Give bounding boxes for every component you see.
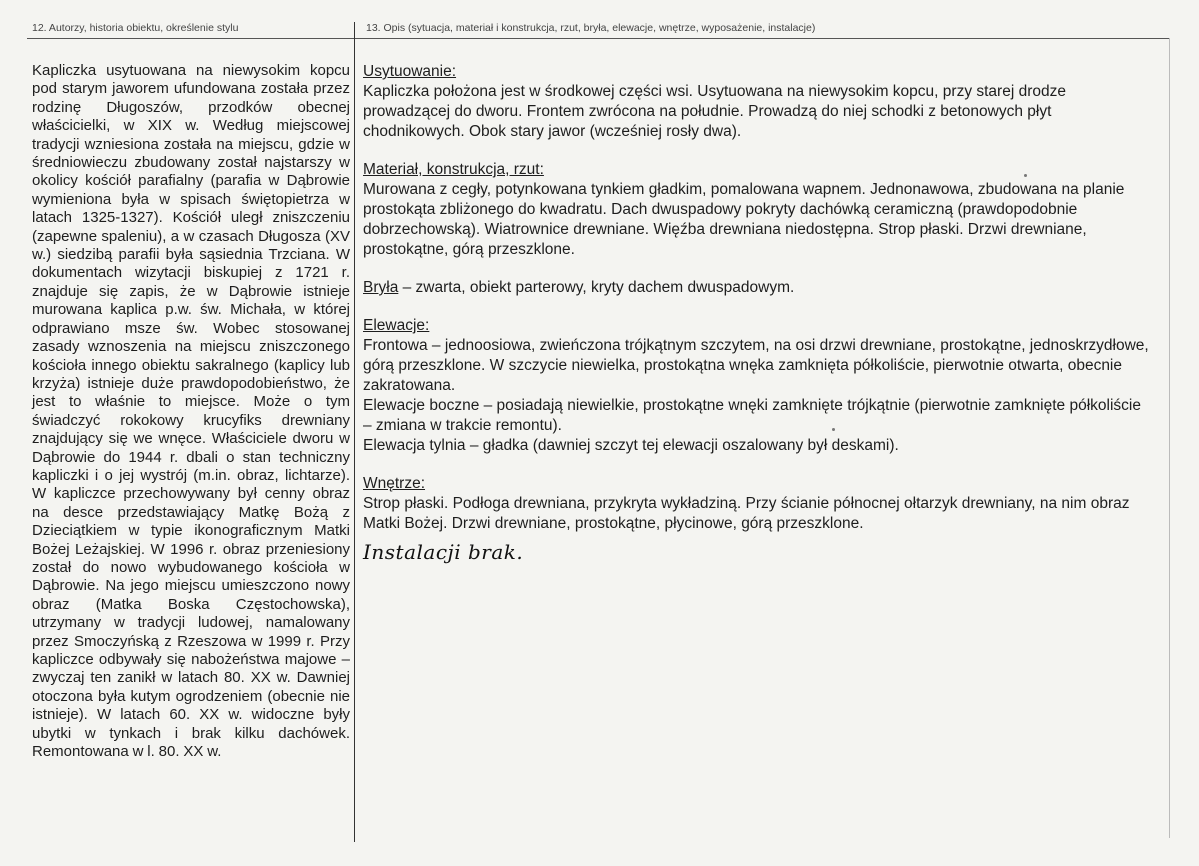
column-divider: [354, 22, 355, 842]
interior-text: Strop płaski. Podłoga drewniana, przykryta wykładziną. Przy ścianie północnej ołtarzyk drewniany, na nim obraz Matki Bożej. Drzwi drewniane, prostokątne, płycinowe, górą przeszklone.: [363, 495, 1130, 532]
elevations-section: [363, 316, 1153, 456]
elevation-rear-text: Elewacja tylnia – gładka (dawniej szczyt tej elewacji oszalowany był deskami).: [363, 437, 899, 454]
description-column: [363, 62, 1153, 562]
section-13-header: 13. Opis (sytuacja, materiał i konstrukcja, rzut, bryła, elewacje, wnętrze, wyposażenie, instalacje): [366, 22, 816, 34]
form-section: [363, 278, 1153, 298]
header-divider: [27, 38, 1169, 39]
form-title: Bryła: [363, 279, 399, 296]
material-section: [363, 160, 1153, 260]
elevations-title: Elewacje:: [363, 317, 430, 334]
scan-speck: [1024, 174, 1027, 177]
interior-title: Wnętrze:: [363, 475, 426, 492]
scan-speck: [832, 428, 835, 431]
interior-section: [363, 474, 1153, 534]
elevation-front-text: Frontowa – jednoosiowa, zwieńczona trójkątnym szczytem, na osi drzwi drewniane, prostokątne, jednoskrzydłowe, górą przeszklone. W szczycie niewielka, prostokątna wnęka zamknięta półkoliście, pierwotnie otwarta, obecnie zakratowana.: [363, 337, 1149, 394]
right-border: [1169, 38, 1170, 838]
situation-text: Kapliczka położona jest w środkowej części wsi. Usytuowana na niewysokim kopcu, przy starej drodze prowadzącej do dworu. Frontem zwrócona na południe. Prowadzą do niej schodki z betonowych płyt chodnikowych. Obok stary jawor (wcześniej rosły dwa).: [363, 83, 1066, 140]
material-text: Murowana z cegły, potynkowana tynkiem gładkim, pomalowana wapnem. Jednonawowa, zbudowana na planie prostokąta zbliżonego do kwadratu. Dach dwuspadowy pokryty dachówką ceramiczną (prawdopodobnie dobrzechowską). Wiatrownice drewniane. Więźba drewniana niedostępna. Strop płaski. Drzwi drewniane, prostokątne, górą przeszklone.: [363, 181, 1125, 258]
installations-handwritten-note: Instalacji brak.: [363, 540, 524, 564]
form-text: – zwarta, obiekt parterowy, kryty dachem dwuspadowym.: [398, 279, 795, 296]
elevation-side-text: Elewacje boczne – posiadają niewielkie, prostokątne wnęki zamknięte trójkątnie (pierwotnie zamknięte półkoliście – zmiana w trakcie remontu).: [363, 397, 1141, 434]
history-text: Kapliczka usytuowana na niewysokim kopcu pod starym jaworem ufundowana została przez rodzinę Długoszów, przodków obecnej właścicielki, w XIX w. Według miejscowej tradycji wzniesiona została na miejscu, gdzie w średniowieczu zbudowany został najstarszy w okolicy kościół parafialny (parafia w Dąbrowie wymieniona była w spisach świętopietrza w latach 1325-1327). Kościół uległ zniszczeniu (zapewne spaleniu), a w czasach Długosza (XV w.) siedzibą parafii była sąsiednia Trzciana. W dokumentach wizytacji biskupiej z 1721 r. znajduje się zapis, że w Dąbrowie istnieje murowana kaplica p.w. św. Michała, w której odprawiano msze św. Wobec stosowanej zasady wznoszenia na miejscu zniszczonego kościoła innego obiektu sakralnego (kaplicy lub krzyża) istnieje duże prawdopodobieństwo, że jest to właśnie to miejsce. Może o tym świadczyć rokokowy krucyfiks drewniany znajdujący się we wnęce. Właściciele dworu w Dąbrowie do 1944 r. dbali o stan techniczny kapliczki i o jej wystrój (m.in. obraz, lichtarze). W kapliczce przechowywany był cenny obraz na desce przedstawiający Matkę Bożą z Dzieciątkiem w typie ikonograficznym Matki Bożej Leżajskiej. W 1996 r. obraz przeniesiony został do nowo wybudowanego kościoła w Dąbrowie. Na jego miejscu umieszczono nowy obraz (Matka Boska Częstochowska), utrzymany w tradycji ludowej, namalowany przez Smoczyńską z Rzeszowa w 1999 r. Przy kapliczce odbywały się nabożeństwa majowe – zwyczaj ten zanikł w latach 80. XX w. Dawniej otoczona była kutym ogrodzeniem (obecnie nie istnieje). W latach 60. XX w. widoczne były ubytki w tynkach i brak kilku dachówek. Remontowana w l. 80. XX w.: [32, 62, 350, 761]
section-12-header: 12. Autorzy, historia obiektu, określenie stylu: [32, 22, 239, 34]
situation-title: Usytuowanie:: [363, 63, 457, 80]
material-title: Materiał, konstrukcja, rzut:: [363, 161, 544, 178]
situation-section: [363, 62, 1153, 142]
